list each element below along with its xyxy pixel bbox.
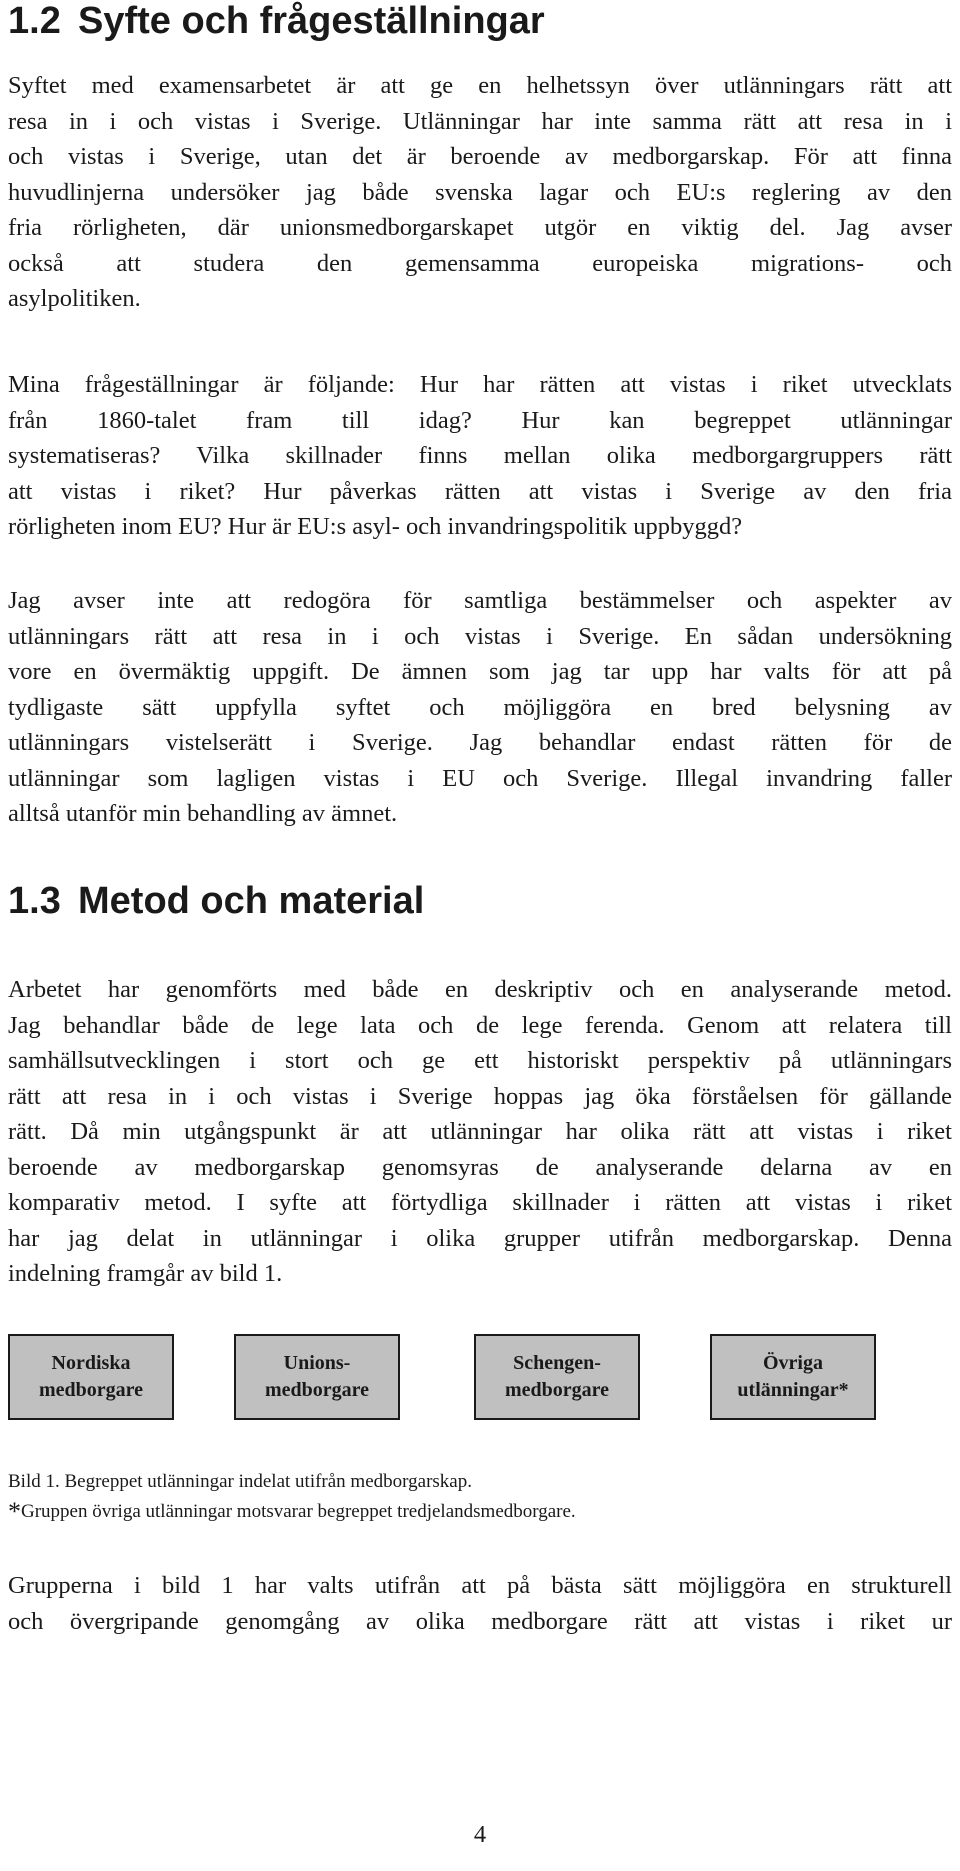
text-line: att vistas i riket? Hur påverkas rätten att vistas i Sverige av den fria (8, 477, 952, 505)
text-line: vore en övermäktig uppgift. De ämnen som jag tar upp har valts för att på (8, 658, 952, 685)
text-line: beroende av medborgarskap genomsyras de analyserande delarna av en (8, 1153, 952, 1181)
paragraph-purpose (8, 68, 952, 317)
text-line: resa in i och vistas i Sverige. Utlänningar har inte samma rätt att resa in i (8, 107, 952, 135)
text-line: och vistas i Sverige, utan det är beroende av medborgarskap. För att finna (8, 143, 952, 170)
text-line: Jag behandlar både de lege lata och de lege ferenda. Genom att relatera till (8, 1011, 952, 1039)
text-line: utlänningar som lagligen vistas i EU och Sverige. Illegal invandring faller (8, 764, 952, 792)
page-number: 4 (473, 1821, 487, 1848)
section-title: Syfte och frågeställningar (78, 0, 545, 42)
footnote-mark: * (8, 1497, 21, 1526)
text-line: också att studera den gemensamma europeiska migrations- och (8, 249, 952, 277)
figure-footnote (8, 1497, 576, 1526)
paragraph-closing (8, 1568, 952, 1639)
section-heading-1-2 (8, 2, 545, 40)
section-title: Metod och material (78, 880, 425, 922)
paragraph-questions (8, 367, 952, 545)
text-line: rätt. Då min utgångspunkt är att utlänningar har olika rätt att vistas i riket (8, 1118, 952, 1145)
text-line: har jag delat in utlänningar i olika grupper utifrån medborgarskap. Denna (8, 1224, 952, 1252)
text-line: komparativ metod. I syfte att förtydliga skillnader i rätten att vistas i riket (8, 1189, 952, 1216)
text-line: tydligaste sätt uppfylla syftet och möjliggöra en bred belysning av (8, 693, 952, 721)
text-line: Grupperna i bild 1 har valts utifrån att på bästa sätt möjliggöra en strukturell (8, 1572, 952, 1599)
box-label-line: Unions- (283, 1352, 351, 1374)
box-label-line: Nordiska (51, 1352, 131, 1374)
box-label-line: medborgare (38, 1379, 144, 1401)
box-label-line: Schengen- (513, 1352, 601, 1374)
box-label-line: medborgare (264, 1379, 370, 1401)
text-line: samhällsutvecklingen i stort och ge ett historiskt perspektiv på utlänningars (8, 1047, 952, 1074)
text-line: från 1860-talet fram till idag? Hur kan begreppet utlänningar (8, 406, 952, 434)
text-line: fria rörligheten, där unionsmedborgarskapet utgör en viktig del. Jag avser (8, 214, 952, 241)
text-line: Jag avser inte att redogöra för samtliga bestämmelser och aspekter av (8, 587, 952, 614)
paragraph-delimitation (8, 583, 952, 832)
text-line: och övergripande genomgång av olika medborgare rätt att vistas i riket ur (8, 1607, 952, 1635)
figure-caption: Bild 1. Begreppet utlänningar indelat utifrån medborgarskap. (8, 1471, 472, 1492)
text-line: Arbetet har genomförts med både en deskriptiv och en analyserande metod. (8, 976, 952, 1003)
text-line: huvudlinjerna undersöker jag både svenska lagar och EU:s reglering av den (8, 178, 952, 206)
text-line: rätt att resa in i och vistas i Sverige hoppas jag öka förståelsen för gällande (8, 1082, 952, 1110)
section-number: 1.2 (8, 0, 61, 42)
box-unionsmedborgare (234, 1334, 400, 1420)
section-number: 1.3 (8, 880, 61, 922)
text-line: Syftet med examensarbetet är att ge en helhetssyn över utlänningars rätt att (8, 72, 952, 99)
text-line: Mina frågeställningar är följande: Hur har rätten att vistas i riket utvecklats (8, 371, 952, 398)
text-line: utlänningars vistelserätt i Sverige. Jag behandlar endast rätten för de (8, 729, 952, 756)
text-line: utlänningars rätt att resa in i och vistas i Sverige. En sådan undersökning (8, 622, 952, 650)
text-line: alltså utanför min behandling av ämnet. (8, 800, 398, 827)
paragraph-method (8, 972, 952, 1292)
box-ovriga-utlanningar (710, 1334, 876, 1420)
section-heading-1-3 (8, 882, 424, 920)
footnote-text: Gruppen övriga utlänningar motsvarar begreppet tredjelandsmedborgare. (21, 1501, 576, 1522)
text-line: indelning framgår av bild 1. (8, 1260, 283, 1287)
figure-group-boxes (8, 1334, 952, 1426)
text-line: asylpolitiken. (8, 285, 141, 312)
box-label-line: utlänningar* (737, 1379, 849, 1401)
box-nordiska-medborgare (8, 1334, 174, 1420)
text-line: systematiseras? Vilka skillnader finns mellan olika medborgargruppers rätt (8, 442, 952, 469)
box-label-line: medborgare (504, 1379, 610, 1401)
box-schengenmedborgare (474, 1334, 640, 1420)
text-line: rörligheten inom EU? Hur är EU:s asyl- och invandringspolitik uppbyggd? (8, 513, 743, 540)
box-label-line: Övriga (763, 1352, 823, 1374)
